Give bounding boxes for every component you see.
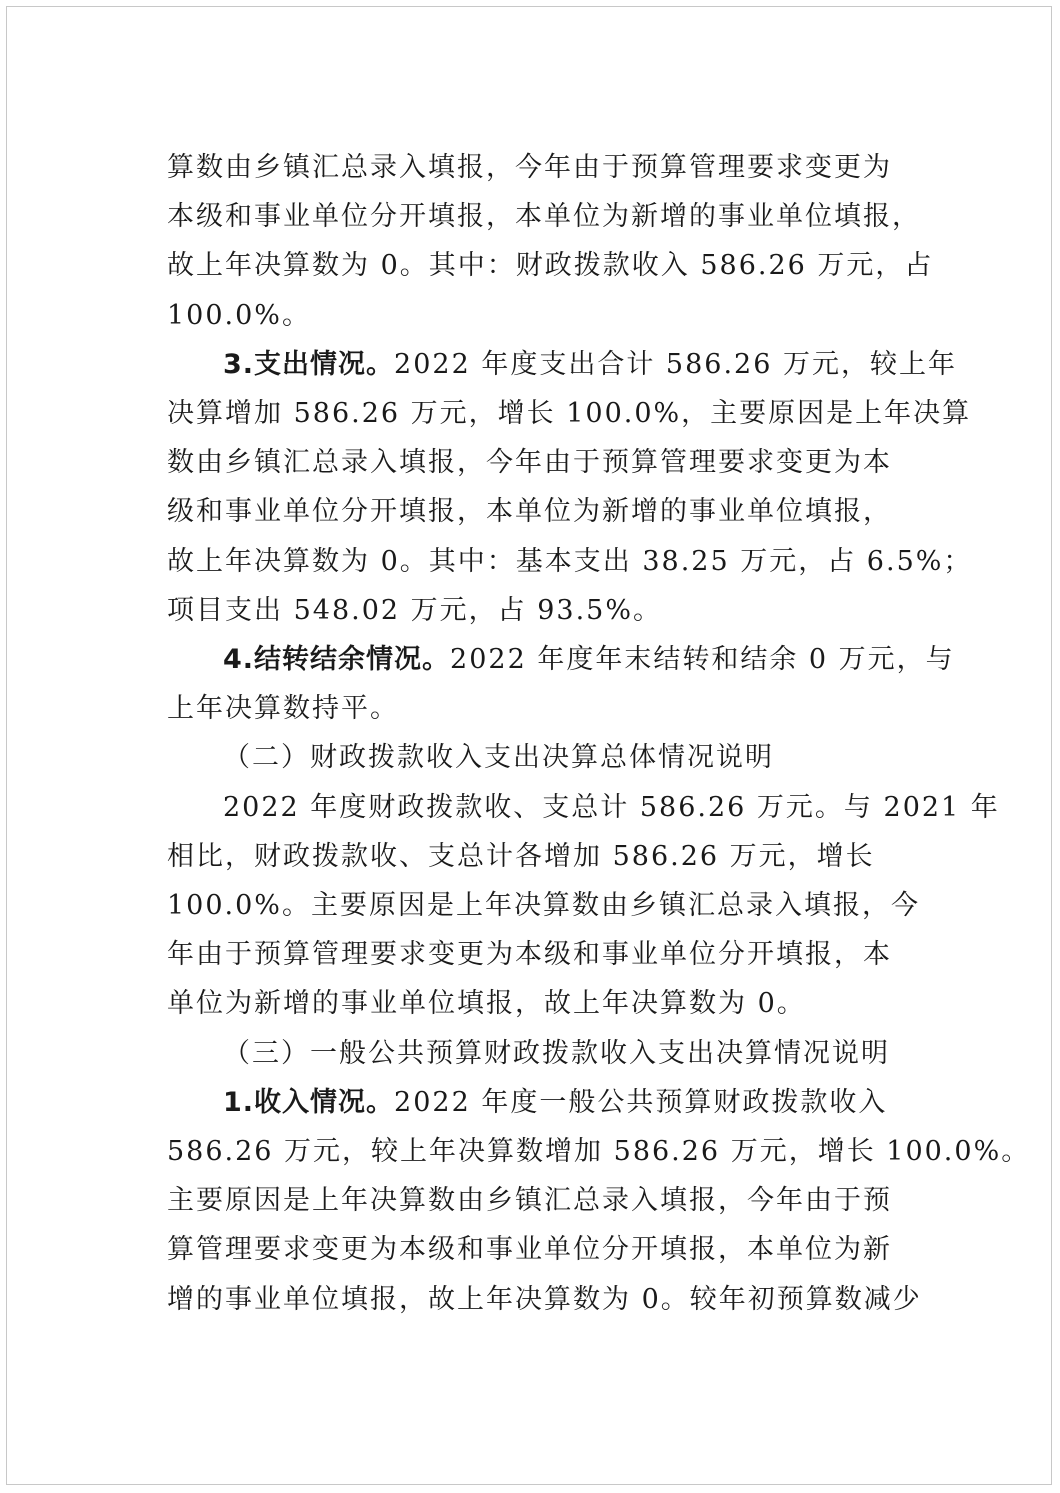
- document-body: [167, 143, 1031, 1324]
- text-line: 上年决算数持平。: [167, 693, 399, 725]
- document-page: [6, 6, 1052, 1485]
- paragraph-carryover: [167, 635, 955, 733]
- paragraph-expenditure: [167, 340, 973, 635]
- text-line: 决算增加 586.26 万元，增长 100.0%，主要原因是上年决算: [167, 398, 972, 430]
- text-line: [167, 340, 957, 389]
- paragraph-general-budget-income: [167, 1078, 1031, 1324]
- text-line: 586.26 万元，较上年决算数增加 586.26 万元，增长 100.0%。: [167, 1136, 1031, 1168]
- section-title-expenditure: 3.支出情况。: [223, 348, 395, 380]
- section-heading: （二）财政拨款收入支出决算总体情况说明: [223, 742, 774, 774]
- heading-general-budget: [167, 1029, 907, 1078]
- text-line: 相比，财政拨款收、支总计各增加 586.26 万元，增长: [167, 840, 875, 872]
- text-line: 级和事业单位分开填报，本单位为新增的事业单位填报，: [167, 496, 892, 528]
- text-line: 本级和事业单位分开填报，本单位为新增的事业单位填报，: [167, 201, 921, 233]
- text-line: 算管理要求变更为本级和事业单位分开填报，本单位为新: [167, 1234, 892, 1266]
- text-fragment: 2022 年度支出合计 586.26 万元，较上年: [394, 348, 957, 380]
- text-line: 年由于预算管理要求变更为本级和事业单位分开填报，本: [167, 939, 892, 971]
- section-title-carryover: 4.结转结余情况。: [223, 644, 451, 676]
- text-line: 单位为新增的事业单位填报，故上年决算数为 0。: [167, 988, 806, 1020]
- text-line: 故上年决算数为 0。其中：基本支出 38.25 万元，占 6.5%；: [167, 545, 973, 577]
- text-fragment: 2022 年度年末结转和结余 0 万元，与: [450, 644, 955, 676]
- section-title-income: 1.收入情况。: [223, 1086, 395, 1118]
- text-line: 数由乡镇汇总录入填报，今年由于预算管理要求变更为本: [167, 447, 892, 479]
- section-heading: （三）一般公共预算财政拨款收入支出决算情况说明: [223, 1037, 890, 1069]
- text-line: 100.0%。: [167, 299, 311, 331]
- text-line: 算数由乡镇汇总录入填报，今年由于预算管理要求变更为: [167, 152, 892, 183]
- text-line: [167, 1078, 907, 1127]
- text-line: 增的事业单位填报，故上年决算数为 0。较年初预算数减少: [167, 1283, 922, 1315]
- text-line: [167, 635, 955, 684]
- text-fragment: 2022 年度一般公共预算财政拨款收入: [394, 1086, 888, 1118]
- text-line: 项目支出 548.02 万元，占 93.5%。: [167, 594, 662, 626]
- text-line: 2022 年度财政拨款收、支总计 586.26 万元。与 2021 年: [223, 791, 1000, 823]
- paragraph-fiscal-overview: [167, 783, 1000, 1029]
- text-line: 故上年决算数为 0。其中：财政拨款收入 586.26 万元，占: [167, 250, 934, 282]
- text-line: 主要原因是上年决算数由乡镇汇总录入填报，今年由于预: [167, 1185, 892, 1217]
- text-line: 100.0%。主要原因是上年决算数由乡镇汇总录入填报，今: [167, 890, 920, 922]
- paragraph-income-continued: [167, 143, 934, 340]
- heading-fiscal-overview: [167, 733, 907, 782]
